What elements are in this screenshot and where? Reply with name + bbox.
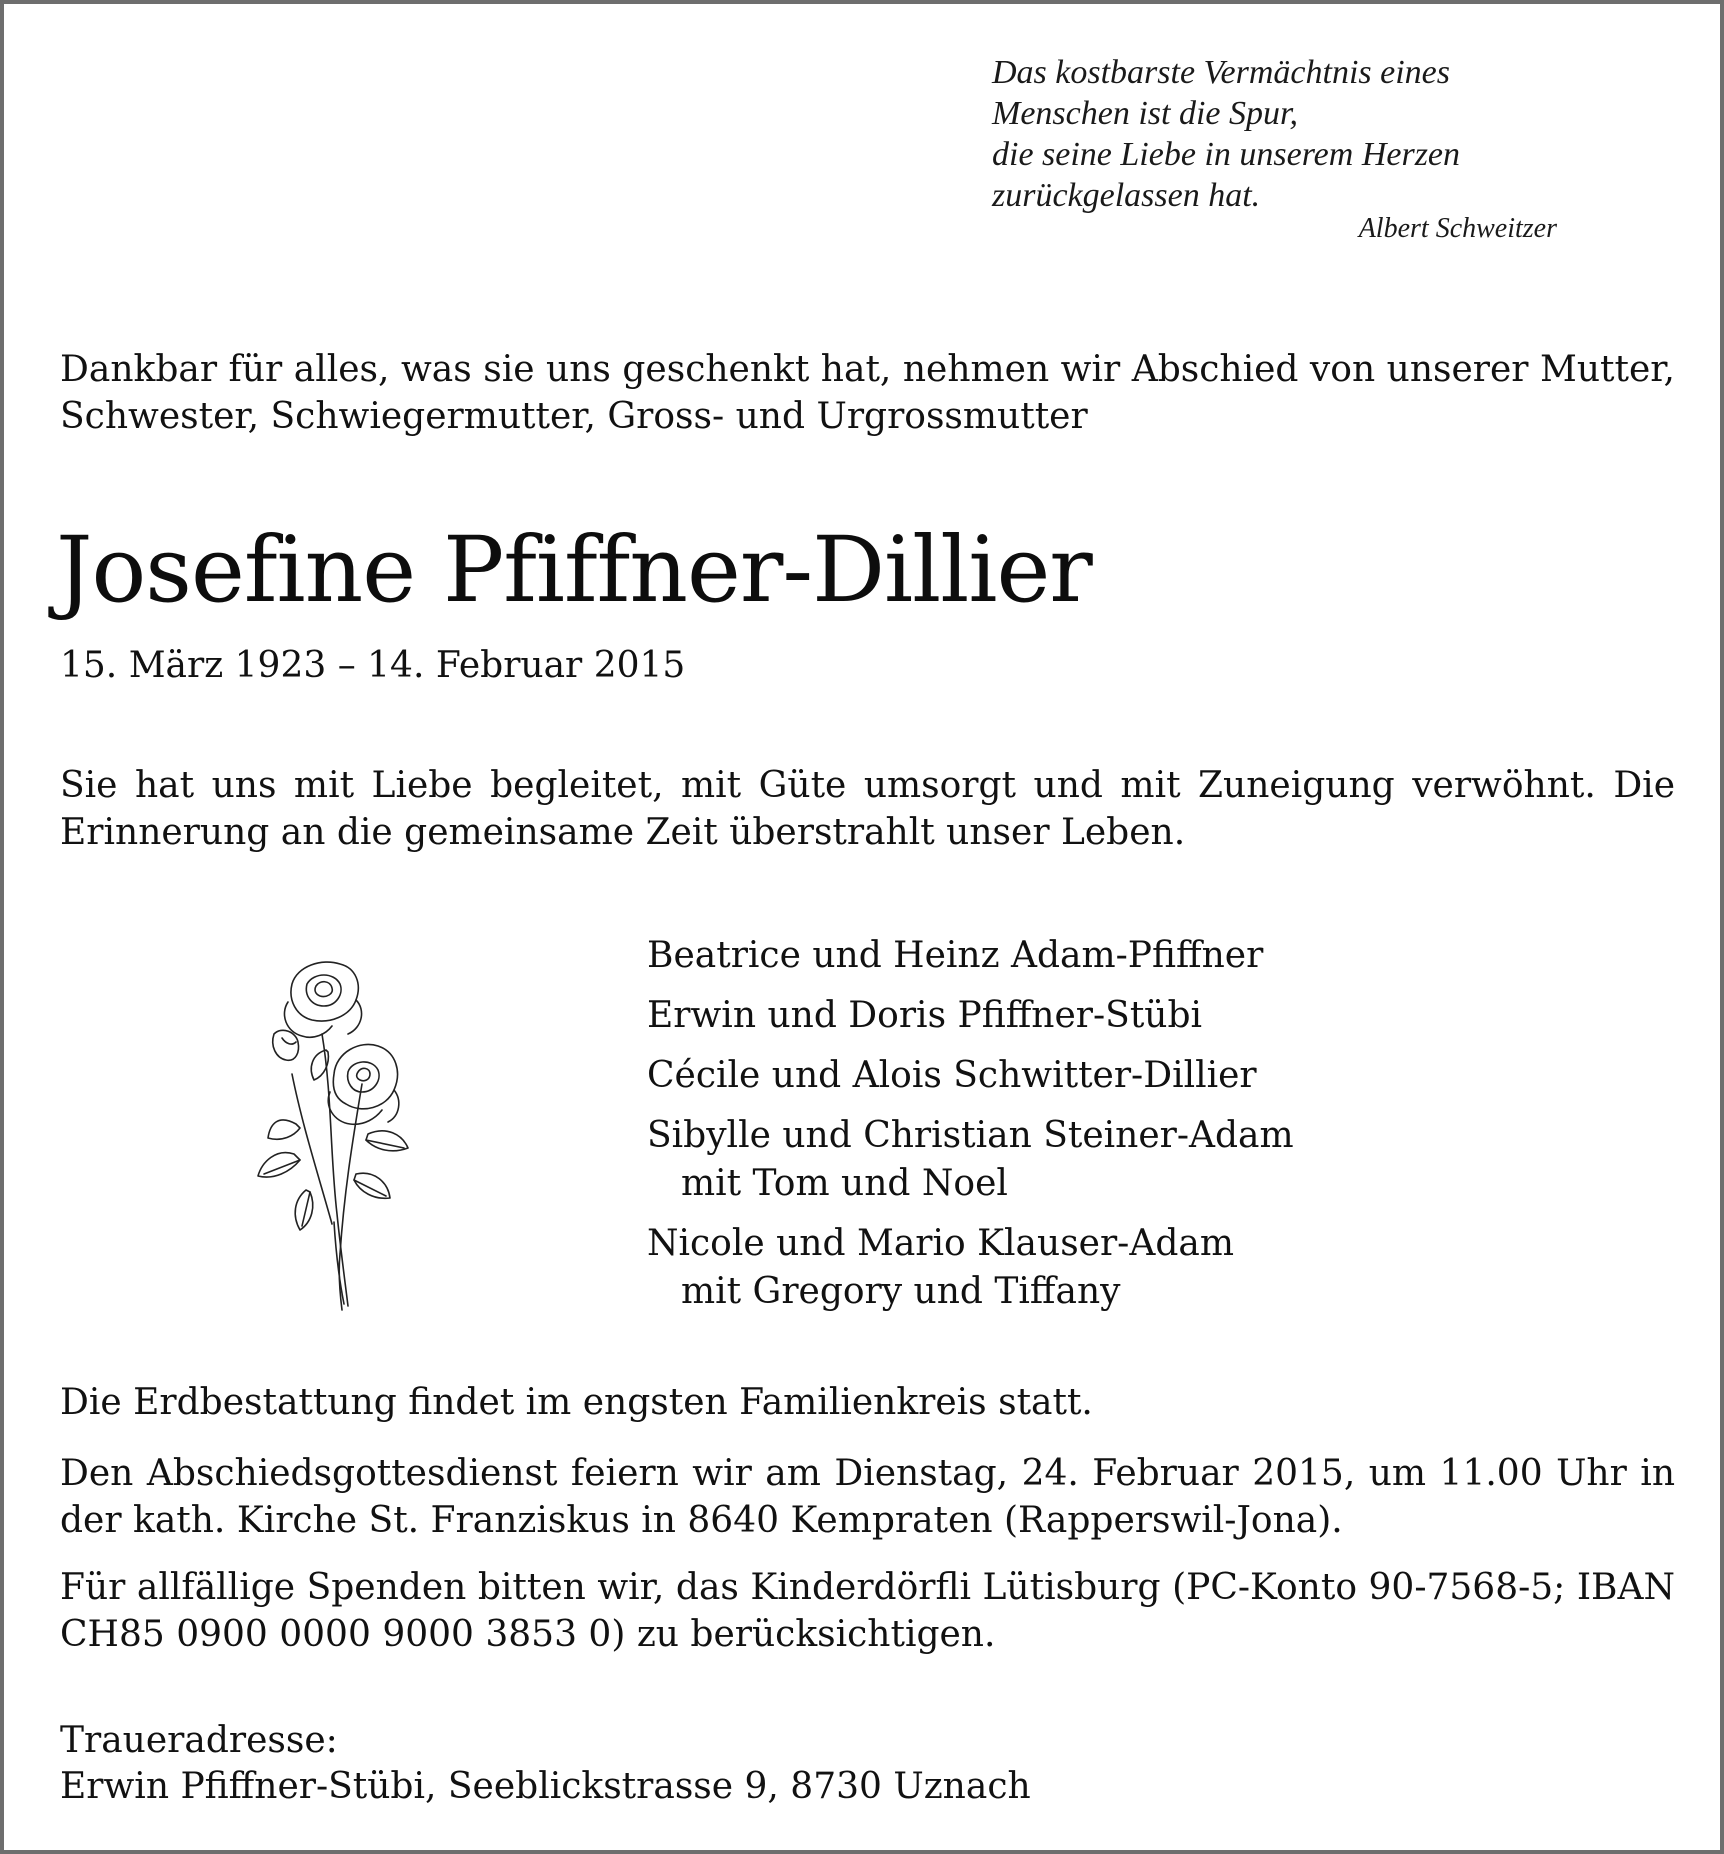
family-member-name: Beatrice und Heinz Adam-Pfiffner: [647, 935, 1264, 976]
family-member-name: Cécile und Alois Schwitter-Dillier: [647, 1055, 1257, 1096]
family-member: [647, 1220, 1547, 1316]
rose-icon: [252, 954, 442, 1314]
intro-text: Dankbar für alles, was sie uns geschenkt hat, nehmen wir Abschied von unserer Mutter, Schwester, Schwiegermutter, Gross- und Urgrossmutter: [60, 349, 1675, 437]
family-member-name: Nicole und Mario Klauser-Adam: [647, 1223, 1234, 1264]
family-list: [647, 932, 1547, 1328]
family-member: [647, 932, 1547, 980]
quote-line: zurückgelassen hat.: [992, 177, 1261, 214]
family-member-children: mit Tom und Noel: [681, 1163, 1008, 1204]
service-note: Den Abschiedsgottesdienst feiern wir am Dienstag, 24. Februar 2015, um 11.00 Uhr in der kath. Kirche St. Franziskus in 8640 Kempraten (Rapperswil-Jona).: [60, 1453, 1675, 1541]
epigraph-quote: [992, 52, 1592, 216]
memory-text: Sie hat uns mit Liebe begleitet, mit Güte umsorgt und mit Zuneigung verwöhnt. Die Erinnerung an die gemeinsame Zeit überstrahlt unser Leben.: [60, 765, 1675, 853]
donations-note: Für allfällige Spenden bitten wir, das Kinderdörfli Lütisburg (PC-Konto 90-7568-5; IBAN CH85 0900 0000 9000 3853 0) zu berücksichtigen.: [60, 1567, 1675, 1655]
burial-note: Die Erdbestattung findet im engsten Familienkreis statt.: [60, 1382, 1093, 1423]
quote-line: Das kostbarste Vermächtnis eines: [992, 54, 1451, 91]
mourning-address-label: Traueradresse:: [60, 1720, 338, 1761]
quote-author: Albert Schweitzer: [1358, 213, 1557, 244]
life-dates: 15. März 1923 – 14. Februar 2015: [60, 645, 686, 686]
family-member: [647, 992, 1547, 1040]
family-member-children: mit Gregory und Tiffany: [681, 1271, 1121, 1312]
mourning-address: Erwin Pfiffner-Stübi, Seeblickstrasse 9, 8730 Uznach: [60, 1766, 1031, 1807]
family-member: [647, 1052, 1547, 1100]
deceased-name: Josefine Pfiffner-Dillier: [56, 518, 1092, 623]
family-member: [647, 1112, 1547, 1208]
quote-line: Menschen ist die Spur,: [992, 95, 1298, 132]
quote-line: die seine Liebe in unserem Herzen: [992, 136, 1461, 173]
family-member-name: Erwin und Doris Pfiffner-Stübi: [647, 995, 1203, 1036]
family-member-name: Sibylle und Christian Steiner-Adam: [647, 1115, 1294, 1156]
